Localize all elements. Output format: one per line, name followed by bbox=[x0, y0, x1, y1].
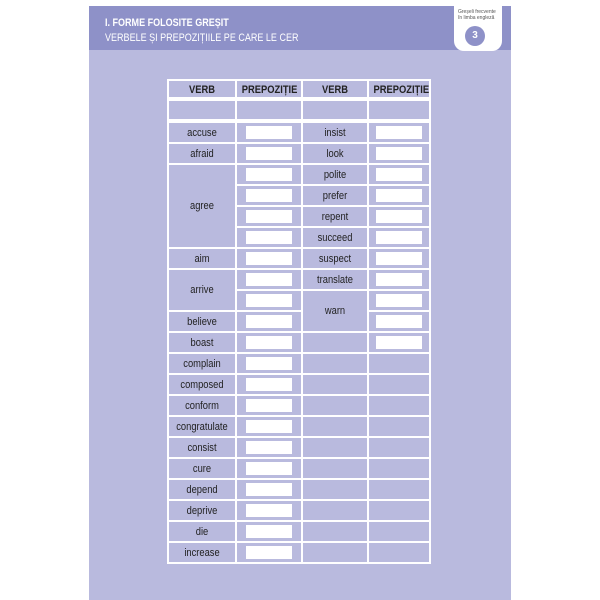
preposition-input[interactable] bbox=[376, 126, 422, 139]
verb-label: depend bbox=[186, 483, 218, 496]
preposition-input[interactable] bbox=[246, 441, 292, 454]
preposition-cell bbox=[369, 543, 429, 562]
preposition-input[interactable] bbox=[246, 273, 292, 286]
preposition-input[interactable] bbox=[246, 189, 292, 202]
chapter-tab-line-1: Greșeli frecvente bbox=[458, 9, 496, 15]
chapter-tab-caption bbox=[458, 9, 496, 21]
spacer-cell bbox=[303, 101, 367, 119]
empty-cell bbox=[303, 375, 367, 394]
preposition-input[interactable] bbox=[246, 357, 292, 370]
preposition-input[interactable] bbox=[246, 252, 292, 265]
verb-label: conform bbox=[185, 399, 219, 412]
verb-label: warn bbox=[324, 305, 346, 317]
preposition-input[interactable] bbox=[246, 147, 292, 160]
preposition-cell bbox=[369, 480, 429, 499]
empty-cell bbox=[303, 522, 367, 541]
preposition-input[interactable] bbox=[246, 420, 292, 433]
empty-cell bbox=[303, 501, 367, 520]
preposition-cell bbox=[369, 438, 429, 457]
empty-cell bbox=[303, 438, 367, 457]
preposition-input[interactable] bbox=[376, 252, 422, 265]
verb-label: afraid bbox=[190, 147, 214, 160]
preposition-input[interactable] bbox=[246, 168, 292, 181]
preposition-input[interactable] bbox=[246, 294, 292, 307]
preposition-input[interactable] bbox=[376, 273, 422, 286]
section-subtitle: VERBELE ȘI PREPOZIȚIILE PE CARE LE CER bbox=[105, 32, 299, 44]
column-header: PREPOZIȚIE bbox=[373, 84, 430, 96]
verb-label: believe bbox=[187, 315, 217, 328]
preposition-input[interactable] bbox=[376, 189, 422, 202]
preposition-input[interactable] bbox=[376, 147, 422, 160]
preposition-input[interactable] bbox=[376, 336, 422, 349]
preposition-cell bbox=[369, 501, 429, 520]
preposition-input[interactable] bbox=[246, 399, 292, 412]
verb-label: composed bbox=[180, 378, 224, 391]
chapter-tab bbox=[454, 6, 502, 51]
verb-label: deprive bbox=[186, 504, 218, 517]
preposition-cell bbox=[369, 522, 429, 541]
verb-label: translate bbox=[317, 273, 353, 286]
preposition-input[interactable] bbox=[376, 210, 422, 223]
empty-cell bbox=[303, 333, 367, 352]
preposition-input[interactable] bbox=[376, 294, 422, 307]
preposition-input[interactable] bbox=[246, 525, 292, 538]
column-header: PREPOZIȚIE bbox=[241, 84, 298, 96]
preposition-input[interactable] bbox=[246, 336, 292, 349]
verb-label: congratulate bbox=[176, 420, 228, 433]
spacer-cell bbox=[369, 101, 429, 119]
verb-preposition-table bbox=[169, 81, 429, 571]
verb-label: succeed bbox=[317, 231, 353, 244]
page-number-badge: 3 bbox=[465, 26, 485, 46]
header-band bbox=[89, 6, 511, 50]
verb-label: aim bbox=[194, 252, 210, 265]
verb-label: consist bbox=[187, 441, 217, 454]
verb-label: die bbox=[195, 525, 209, 538]
preposition-input[interactable] bbox=[246, 231, 292, 244]
empty-cell bbox=[303, 417, 367, 436]
column-header: VERB bbox=[322, 84, 348, 96]
empty-cell bbox=[303, 396, 367, 415]
spacer-cell bbox=[237, 101, 301, 119]
preposition-input[interactable] bbox=[246, 546, 292, 559]
empty-cell bbox=[303, 459, 367, 478]
preposition-cell bbox=[369, 417, 429, 436]
verb-label: accuse bbox=[187, 126, 217, 139]
column-header: VERB bbox=[189, 84, 215, 96]
section-title: I. FORME FOLOSITE GREȘIT bbox=[105, 17, 229, 29]
preposition-cell bbox=[369, 459, 429, 478]
preposition-input[interactable] bbox=[246, 315, 292, 328]
verb-label: polite bbox=[323, 168, 347, 181]
preposition-input[interactable] bbox=[376, 231, 422, 244]
preposition-input[interactable] bbox=[246, 462, 292, 475]
verb-label: prefer bbox=[322, 189, 348, 202]
empty-cell bbox=[303, 354, 367, 373]
verb-label: look bbox=[326, 147, 344, 160]
worksheet-page bbox=[89, 6, 511, 600]
preposition-cell bbox=[369, 396, 429, 415]
preposition-cell bbox=[369, 354, 429, 373]
empty-cell bbox=[303, 480, 367, 499]
preposition-input[interactable] bbox=[376, 168, 422, 181]
verb-label: increase bbox=[184, 546, 220, 559]
verb-label: cure bbox=[192, 462, 212, 475]
spacer-cell bbox=[169, 101, 235, 119]
preposition-input[interactable] bbox=[246, 504, 292, 517]
chapter-tab-line-2: în limba engleză bbox=[458, 15, 495, 21]
verb-label: insist bbox=[324, 126, 346, 139]
verb-label: arrive bbox=[190, 284, 214, 296]
preposition-input[interactable] bbox=[376, 315, 422, 328]
preposition-cell bbox=[369, 375, 429, 394]
preposition-input[interactable] bbox=[246, 210, 292, 223]
verb-label: agree bbox=[190, 200, 214, 212]
verb-label: boast bbox=[190, 336, 214, 349]
preposition-input[interactable] bbox=[246, 378, 292, 391]
preposition-input[interactable] bbox=[246, 126, 292, 139]
verb-label: complain bbox=[183, 357, 221, 370]
preposition-input[interactable] bbox=[246, 483, 292, 496]
verb-label: suspect bbox=[318, 252, 352, 265]
verb-label: repent bbox=[321, 210, 349, 223]
empty-cell bbox=[303, 543, 367, 562]
